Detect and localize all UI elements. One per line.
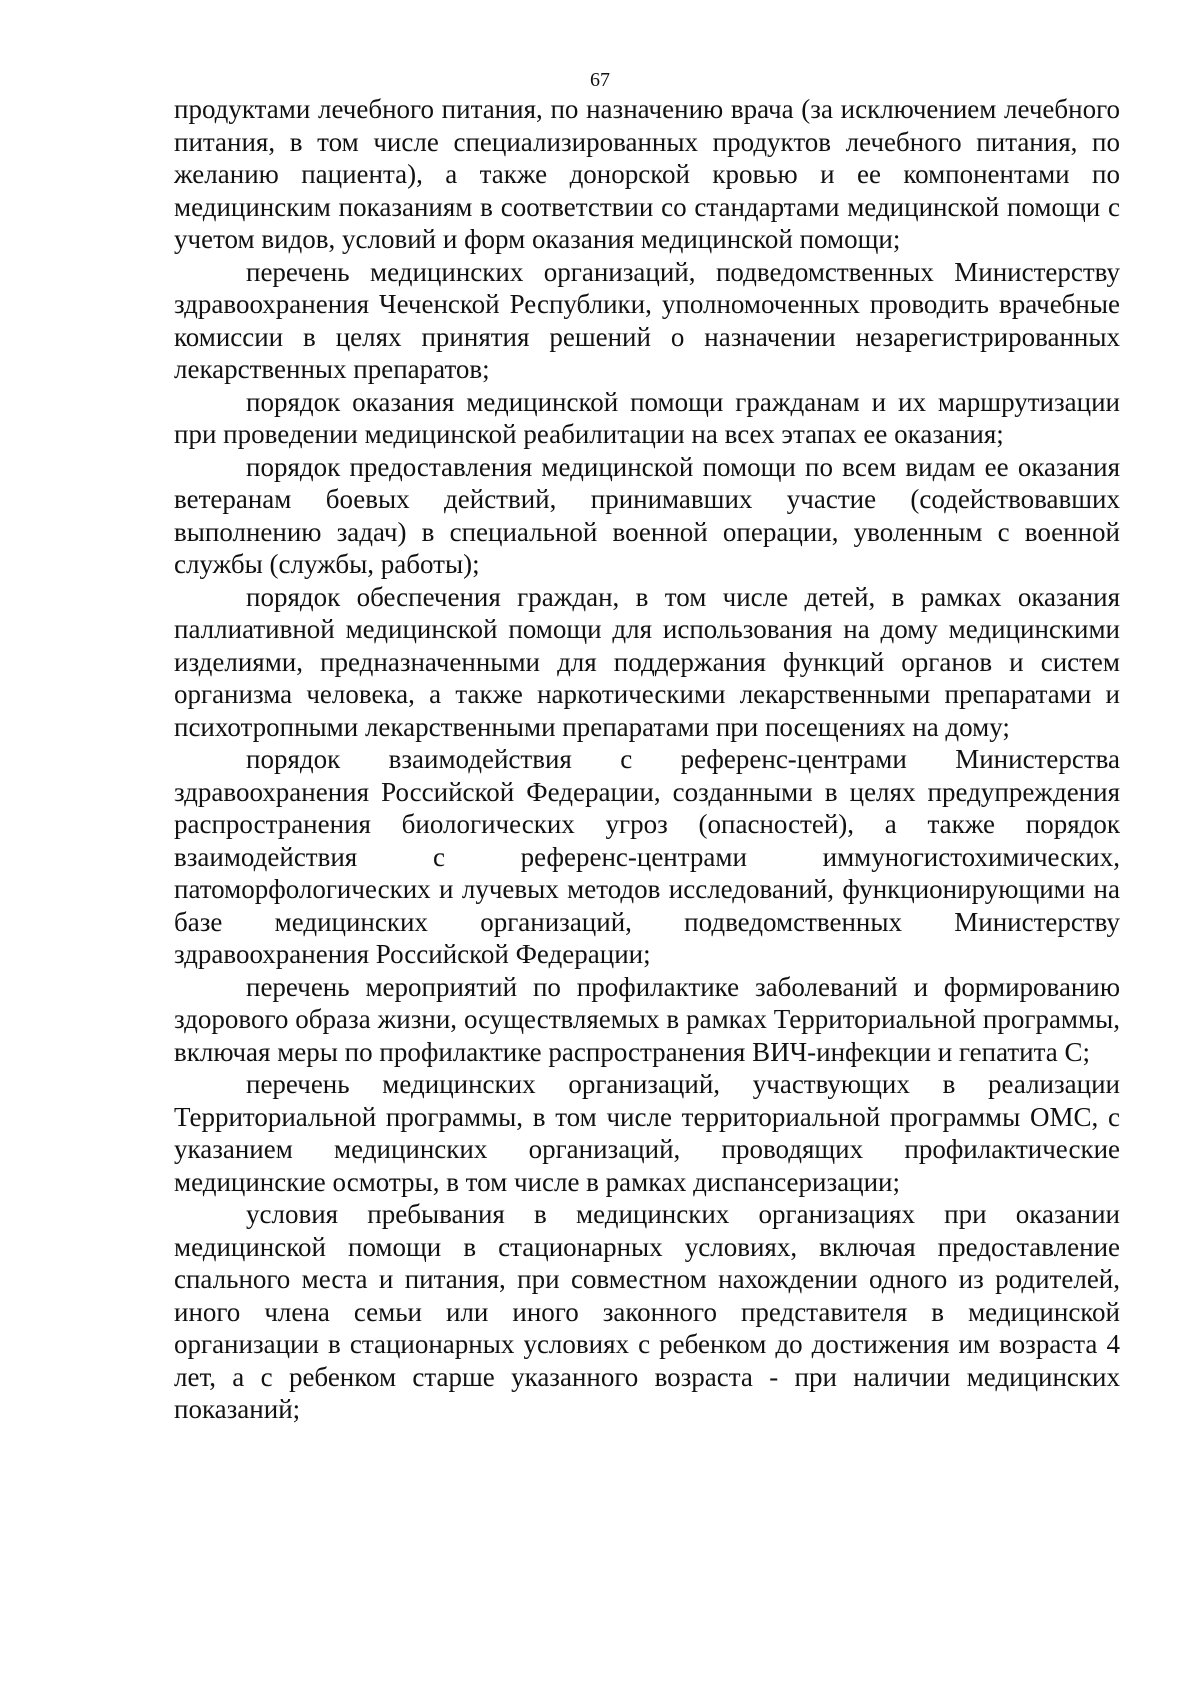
paragraph: порядок обеспечения граждан, в том числе детей, в рамках оказания паллиативной медицинской помощи для использования на дому медицинскими изделиями, предназначенными для поддержания функций органов и систем организма человека, а также наркотическими лекарственными препаратами и психотропными лекарственными препаратами при посещениях на дому; xyxy=(174,581,1120,742)
paragraph: перечень медицинских организаций, участвующих в реализации Территориальной программы, в том числе территориальной программы ОМС, с указанием медицинских организаций, проводящих профилактические медицинские осмотры, в том числе в рамках диспансеризации; xyxy=(174,1069,1120,1197)
page-number: 67 xyxy=(590,69,610,91)
paragraph: перечень мероприятий по профилактике заболеваний и формированию здорового образа жизни, осуществляемых в рамках Территориальной программы, включая меры по профилактике распространения ВИЧ-инфекции и гепатита С; xyxy=(174,971,1120,1067)
paragraph: перечень медицинских организаций, подведомственных Министерству здравоохранения Чеченской Республики, уполномоченных проводить врачебные комиссии в целях принятия решений о назначении незарегистрированных лекарственных препаратов; xyxy=(174,256,1120,384)
document-body xyxy=(174,93,1120,1426)
paragraph: порядок предоставления медицинской помощи по всем видам ее оказания ветеранам боевых действий, принимавших участие (содействовавших выполнению задач) в специальной военной операции, уволенным с военной службы (службы, работы); xyxy=(174,451,1120,579)
paragraph: условия пребывания в медицинских организациях при оказании медицинской помощи в стационарных условиях, включая предоставление спального места и питания, при совместном нахождении одного из родителей, иного члена семьи или иного законного представителя в медицинской организации в стационарных условиях с ребенком до достижения им возраста 4 лет, а с ребенком старше указанного возраста - при наличии медицинских показаний; xyxy=(174,1199,1120,1424)
paragraph: порядок взаимодействия с референс-центрами Министерства здравоохранения Российской Федерации, созданными в целях предупреждения распространения биологических угроз (опасностей), а также порядок взаимодействия с референс-центрами иммуногистохимических, патоморфологических и лучевых методов исследований, функционирующими на базе медицинских организаций, подведомственных Министерству здравоохранения Российской Федерации; xyxy=(174,744,1120,969)
paragraph: продуктами лечебного питания, по назначению врача (за исключением лечебного питания, в том числе специализированных продуктов лечебного питания, по желанию пациента), а также донорской кровью и ее компонентами по медицинским показаниям в соответствии со стандартами медицинской помощи с учетом видов, условий и форм оказания медицинской помощи; xyxy=(174,94,1120,254)
paragraph: порядок оказания медицинской помощи гражданам и их маршрутизации при проведении медицинской реабилитации на всех этапах ее оказания; xyxy=(174,386,1120,449)
